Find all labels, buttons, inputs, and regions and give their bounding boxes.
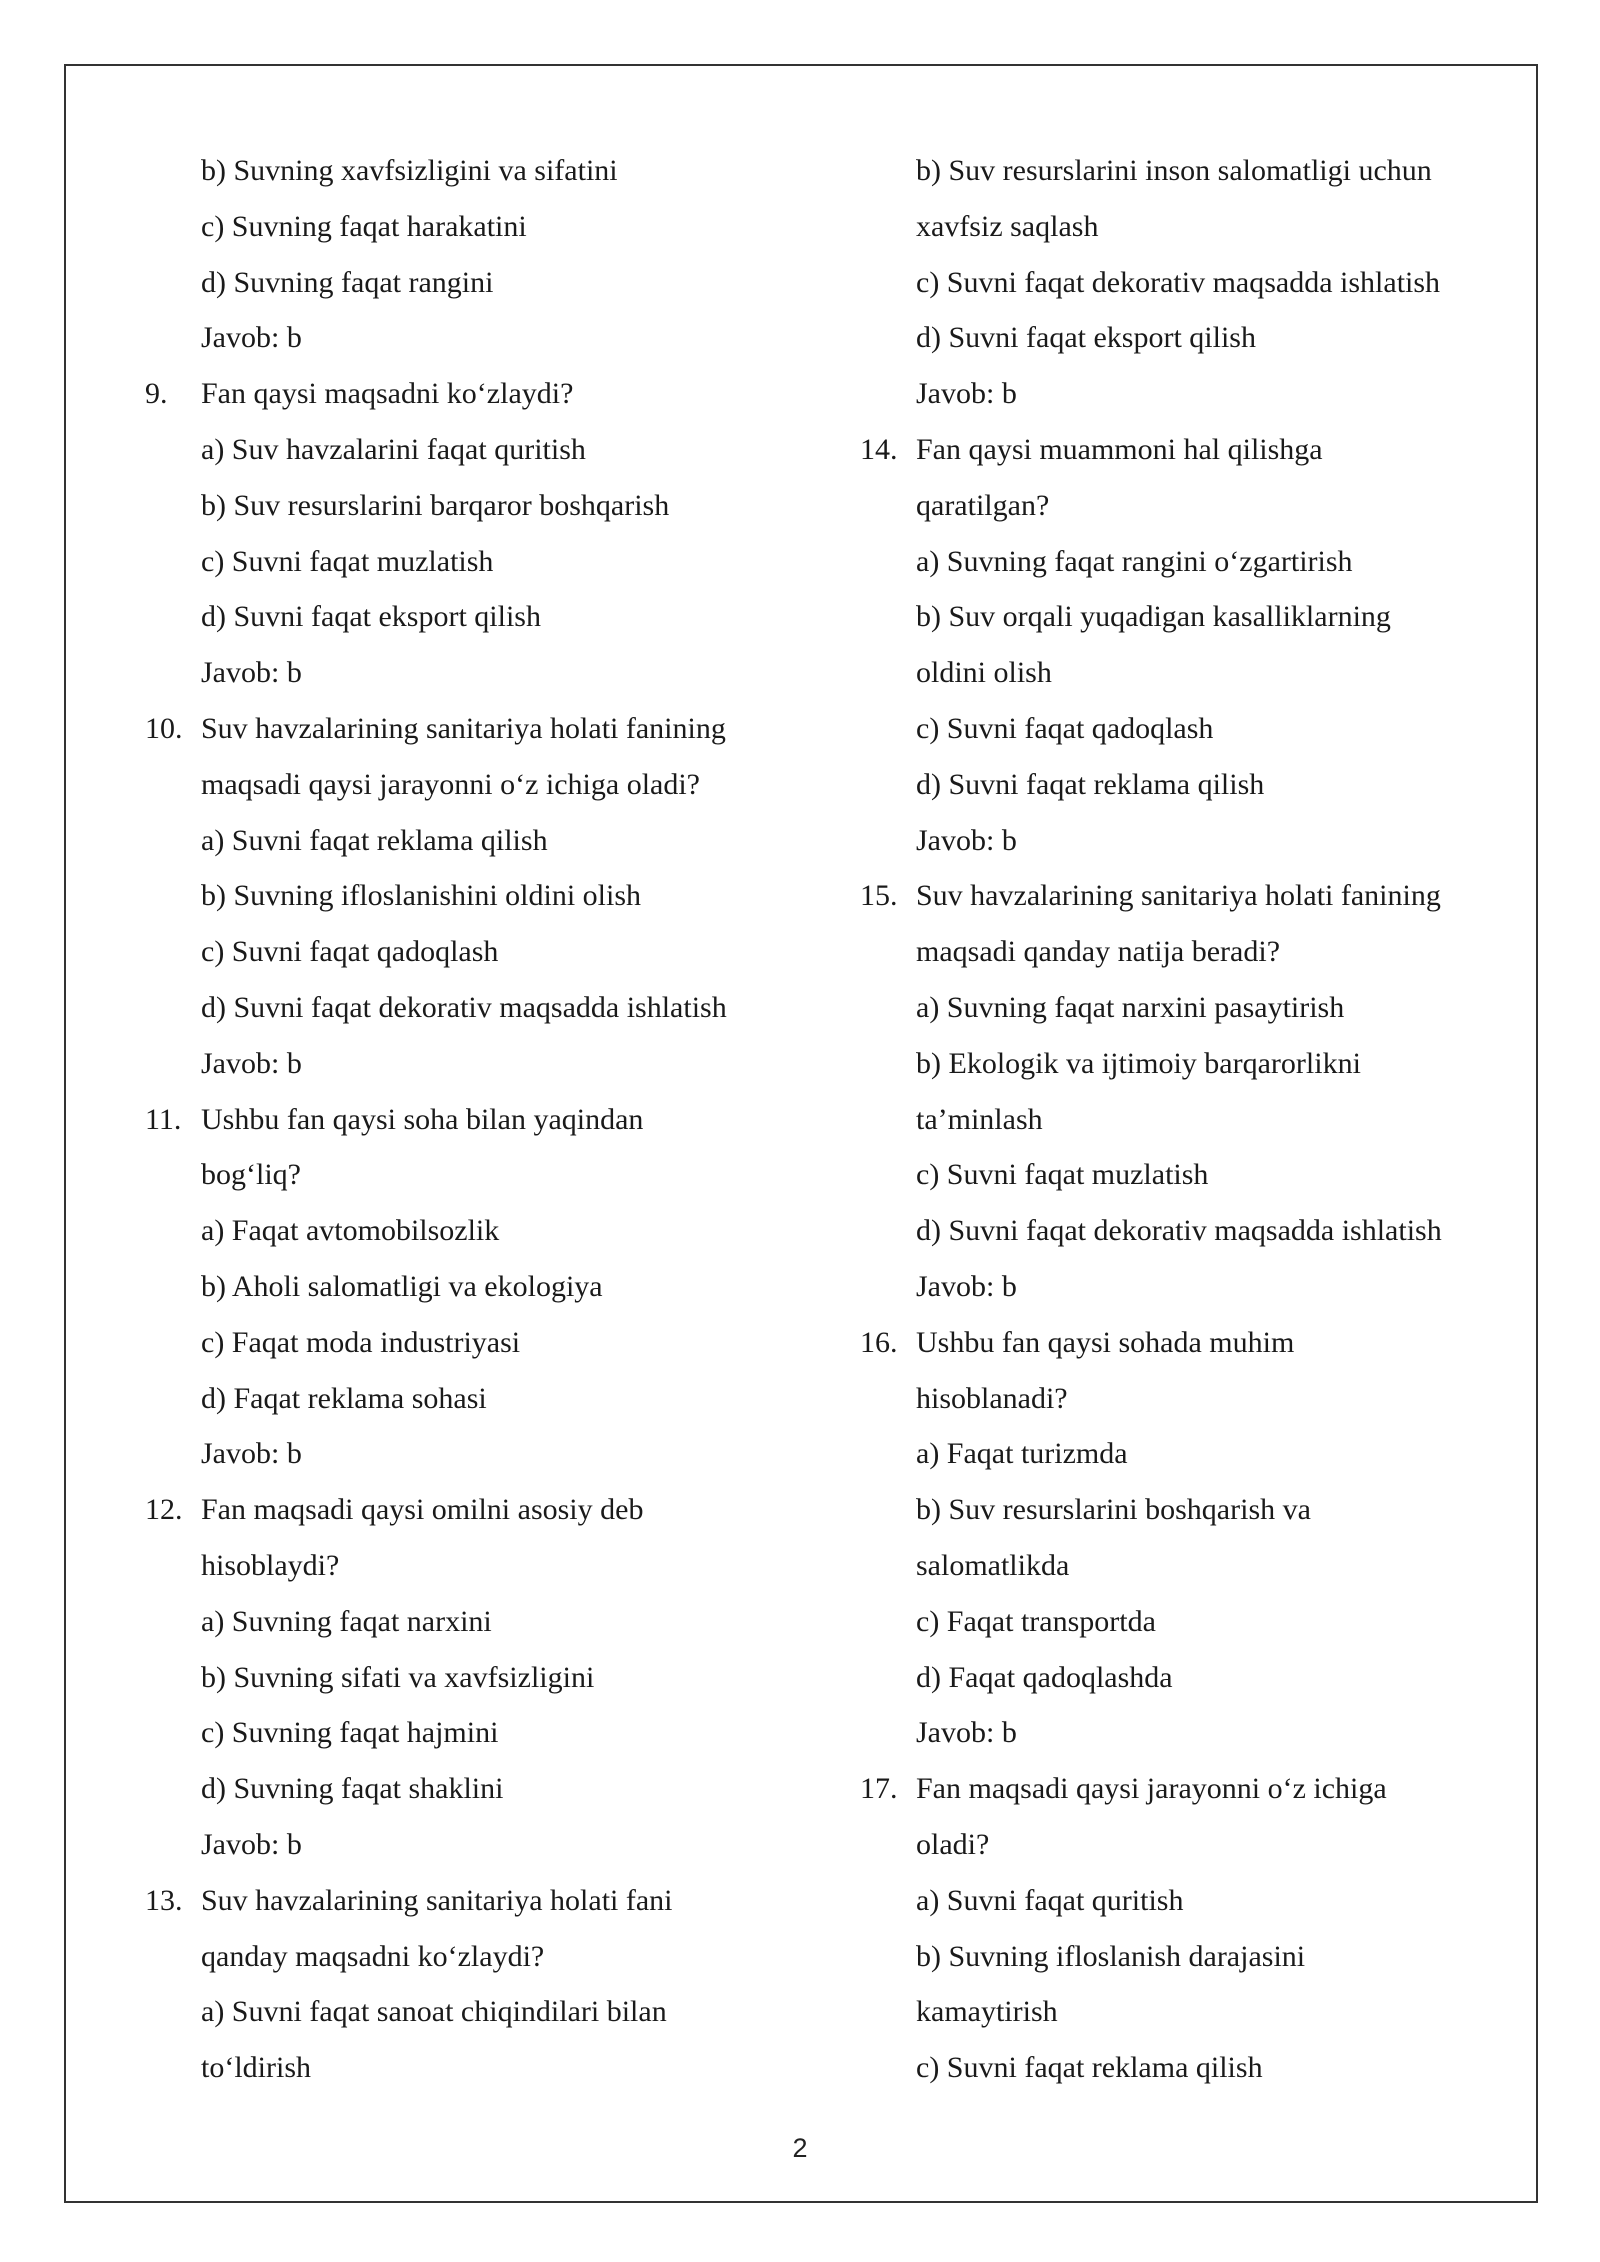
- left-column-line: [145, 1203, 805, 1259]
- question-text: Fan qaysi maqsadni ko‘zlaydi?: [201, 377, 574, 411]
- left-column-line: [145, 1426, 805, 1482]
- question-number: 15.: [860, 879, 898, 913]
- right-column-line: [860, 1259, 1500, 1315]
- left-column-line: [145, 868, 805, 924]
- line-text: oldini olish: [916, 656, 1052, 690]
- line-text: d) Faqat qadoqlashda: [916, 1660, 1173, 1694]
- left-column: [145, 143, 805, 2096]
- line-text: a) Suvning faqat narxini: [201, 1604, 492, 1638]
- right-column-line: [860, 310, 1500, 366]
- left-column-line: [145, 1092, 805, 1148]
- line-text: a) Suvni faqat sanoat chiqindilari bilan: [201, 1995, 667, 2029]
- line-text: b) Suv resurslarini inson salomatligi uchun: [916, 154, 1432, 187]
- right-column-line: [860, 366, 1500, 422]
- left-column-line: [145, 980, 805, 1036]
- left-column-line: [145, 1705, 805, 1761]
- line-text: c) Suvni faqat muzlatish: [201, 544, 494, 578]
- right-column-line: [860, 422, 1500, 478]
- line-text: a) Suvning faqat narxini pasaytirish: [916, 990, 1345, 1024]
- right-column-line: [860, 1538, 1500, 1594]
- right-column-line: [860, 1984, 1500, 2040]
- line-text: hisoblanadi?: [916, 1381, 1068, 1415]
- right-column-line: [860, 1036, 1500, 1092]
- line-text: d) Suvni faqat reklama qilish: [916, 767, 1265, 801]
- right-column-line: [860, 924, 1500, 980]
- left-column-line: [145, 478, 805, 534]
- right-column-line: [860, 1147, 1500, 1203]
- question-number: 14.: [860, 432, 898, 466]
- line-text: b) Suv resurslarini barqaror boshqarish: [201, 488, 670, 522]
- line-text: b) Aholi salomatligi va ekologiya: [201, 1269, 603, 1303]
- left-column-line: [145, 1650, 805, 1706]
- line-text: salomatlikda: [916, 1548, 1070, 1582]
- line-text: a) Suvni faqat quritish: [916, 1883, 1184, 1917]
- right-column-line: [860, 534, 1500, 590]
- right-column-line: [860, 645, 1500, 701]
- left-column-line: [145, 701, 805, 757]
- question-number: 17.: [860, 1772, 898, 1806]
- left-column-line: [145, 813, 805, 869]
- line-text: ta’minlash: [916, 1102, 1043, 1136]
- left-column-line: [145, 1761, 805, 1817]
- right-column-line: [860, 701, 1500, 757]
- right-column-line: [860, 757, 1500, 813]
- line-text: maqsadi qanday natija beradi?: [916, 935, 1281, 969]
- line-text: c) Faqat transportda: [916, 1604, 1156, 1638]
- left-column-line: [145, 366, 805, 422]
- right-column-line: [860, 813, 1500, 869]
- line-text: a) Suvning faqat rangini o‘zgartirish: [916, 544, 1353, 578]
- question-text: Ushbu fan qaysi sohada muhim: [916, 1325, 1295, 1359]
- line-text: qanday maqsadni ko‘zlaydi?: [201, 1939, 545, 1973]
- question-text: Ushbu fan qaysi soha bilan yaqindan: [201, 1102, 644, 1136]
- line-text: d) Faqat reklama sohasi: [201, 1381, 487, 1415]
- line-text: b) Suvning ifloslanish darajasini: [916, 1939, 1306, 1973]
- left-column-line: [145, 255, 805, 311]
- line-text: to‘ldirish: [201, 2051, 311, 2085]
- line-text: a) Suv havzalarini faqat quritish: [201, 432, 586, 466]
- question-text: Fan maqsadi qaysi jarayonni o‘z ichiga: [916, 1772, 1387, 1806]
- line-text: d) Suvni faqat eksport qilish: [201, 600, 541, 634]
- line-text: Javob: b: [916, 823, 1017, 857]
- question-number: 11.: [145, 1102, 182, 1136]
- line-text: c) Suvni faqat qadoqlash: [916, 711, 1214, 745]
- left-column-line: [145, 143, 805, 199]
- right-column-line: [860, 478, 1500, 534]
- line-text: d) Suvni faqat dekorativ maqsadda ishlatish: [201, 990, 727, 1024]
- left-column-line: [145, 645, 805, 701]
- line-text: qaratilgan?: [916, 488, 1050, 522]
- line-text: Javob: b: [916, 1716, 1017, 1750]
- right-column-line: [860, 1705, 1500, 1761]
- line-text: hisoblaydi?: [201, 1548, 340, 1582]
- question-text: Suv havzalarining sanitariya holati fanining: [201, 711, 726, 745]
- right-column-line: [860, 980, 1500, 1036]
- left-column-line: [145, 589, 805, 645]
- right-column-line: [860, 1873, 1500, 1929]
- line-text: b) Suv resurslarini boshqarish va: [916, 1493, 1311, 1527]
- line-text: bog‘liq?: [201, 1158, 301, 1192]
- question-text: Suv havzalarining sanitariya holati fani: [201, 1883, 673, 1917]
- line-text: xavfsiz saqlash: [916, 209, 1099, 243]
- line-text: kamaytirish: [916, 1995, 1058, 2029]
- line-text: Javob: b: [916, 1269, 1017, 1303]
- line-text: a) Faqat turizmda: [916, 1437, 1128, 1471]
- line-text: b) Suv orqali yuqadigan kasalliklarning: [916, 600, 1391, 634]
- line-text: c) Suvning faqat harakatini: [201, 209, 527, 243]
- left-column-line: [145, 199, 805, 255]
- right-column-line: [860, 255, 1500, 311]
- line-text: Javob: b: [201, 321, 302, 355]
- question-text: Fan maqsadi qaysi omilni asosiy deb: [201, 1493, 644, 1527]
- line-text: c) Suvning faqat hajmini: [201, 1716, 499, 1750]
- line-text: Javob: b: [201, 1046, 302, 1080]
- line-text: Javob: b: [201, 1827, 302, 1861]
- line-text: oladi?: [916, 1827, 990, 1861]
- line-text: a) Faqat avtomobilsozlik: [201, 1214, 500, 1248]
- line-text: maqsadi qaysi jarayonni o‘z ichiga oladi?: [201, 767, 700, 801]
- line-text: Javob: b: [916, 377, 1017, 411]
- left-column-line: [145, 1817, 805, 1873]
- line-text: Javob: b: [201, 656, 302, 690]
- left-column-line: [145, 422, 805, 478]
- right-column-line: [860, 1426, 1500, 1482]
- right-column-line: [860, 1817, 1500, 1873]
- line-text: d) Suvning faqat rangini: [201, 265, 494, 299]
- line-text: b) Suvning xavfsizligini va sifatini: [201, 154, 618, 187]
- left-column-line: [145, 924, 805, 980]
- line-text: d) Suvni faqat eksport qilish: [916, 321, 1256, 355]
- question-number: 10.: [145, 711, 183, 745]
- left-column-line: [145, 757, 805, 813]
- line-text: d) Suvning faqat shaklini: [201, 1772, 504, 1806]
- line-text: b) Ekologik va ijtimoiy barqarorlikni: [916, 1046, 1361, 1080]
- line-text: c) Suvni faqat qadoqlash: [201, 935, 499, 969]
- question-text: Fan qaysi muammoni hal qilishga: [916, 432, 1323, 466]
- right-column-line: [860, 1371, 1500, 1427]
- right-column-line: [860, 1203, 1500, 1259]
- line-text: c) Suvni faqat dekorativ maqsadda ishlatish: [916, 265, 1441, 299]
- right-column-line: [860, 1929, 1500, 1985]
- left-column-line: [145, 310, 805, 366]
- left-column-line: [145, 1371, 805, 1427]
- question-number: 13.: [145, 1883, 183, 1917]
- line-text: d) Suvni faqat dekorativ maqsadda ishlatish: [916, 1214, 1442, 1248]
- right-column-line: [860, 2040, 1500, 2096]
- right-column-line: [860, 1594, 1500, 1650]
- right-column-line: [860, 1315, 1500, 1371]
- line-text: c) Suvni faqat reklama qilish: [916, 2051, 1263, 2085]
- line-text: b) Suvning ifloslanishini oldini olish: [201, 879, 642, 913]
- left-column-line: [145, 1984, 805, 2040]
- left-column-line: [145, 1036, 805, 1092]
- line-text: a) Suvni faqat reklama qilish: [201, 823, 548, 857]
- right-column-line: [860, 1482, 1500, 1538]
- right-column: [860, 143, 1500, 2096]
- line-text: c) Suvni faqat muzlatish: [916, 1158, 1209, 1192]
- right-column-line: [860, 199, 1500, 255]
- left-column-line: [145, 1259, 805, 1315]
- left-column-line: [145, 1873, 805, 1929]
- right-column-line: [860, 1650, 1500, 1706]
- page-number: 2: [792, 2133, 808, 2163]
- right-column-line: [860, 1092, 1500, 1148]
- question-number: 9.: [145, 377, 168, 411]
- left-column-line: [145, 1315, 805, 1371]
- question-text: Suv havzalarining sanitariya holati fanining: [916, 879, 1441, 913]
- question-number: 16.: [860, 1325, 898, 1359]
- left-column-line: [145, 1929, 805, 1985]
- line-text: Javob: b: [201, 1437, 302, 1471]
- right-column-line: [860, 868, 1500, 924]
- left-column-line: [145, 534, 805, 590]
- line-text: b) Suvning sifati va xavfsizligini: [201, 1660, 595, 1694]
- right-column-line: [860, 143, 1500, 199]
- question-number: 12.: [145, 1493, 183, 1527]
- right-column-line: [860, 1761, 1500, 1817]
- left-column-line: [145, 2040, 805, 2096]
- left-column-line: [145, 1594, 805, 1650]
- right-column-line: [860, 589, 1500, 645]
- left-column-line: [145, 1147, 805, 1203]
- left-column-line: [145, 1538, 805, 1594]
- line-text: c) Faqat moda industriyasi: [201, 1325, 521, 1359]
- left-column-line: [145, 1482, 805, 1538]
